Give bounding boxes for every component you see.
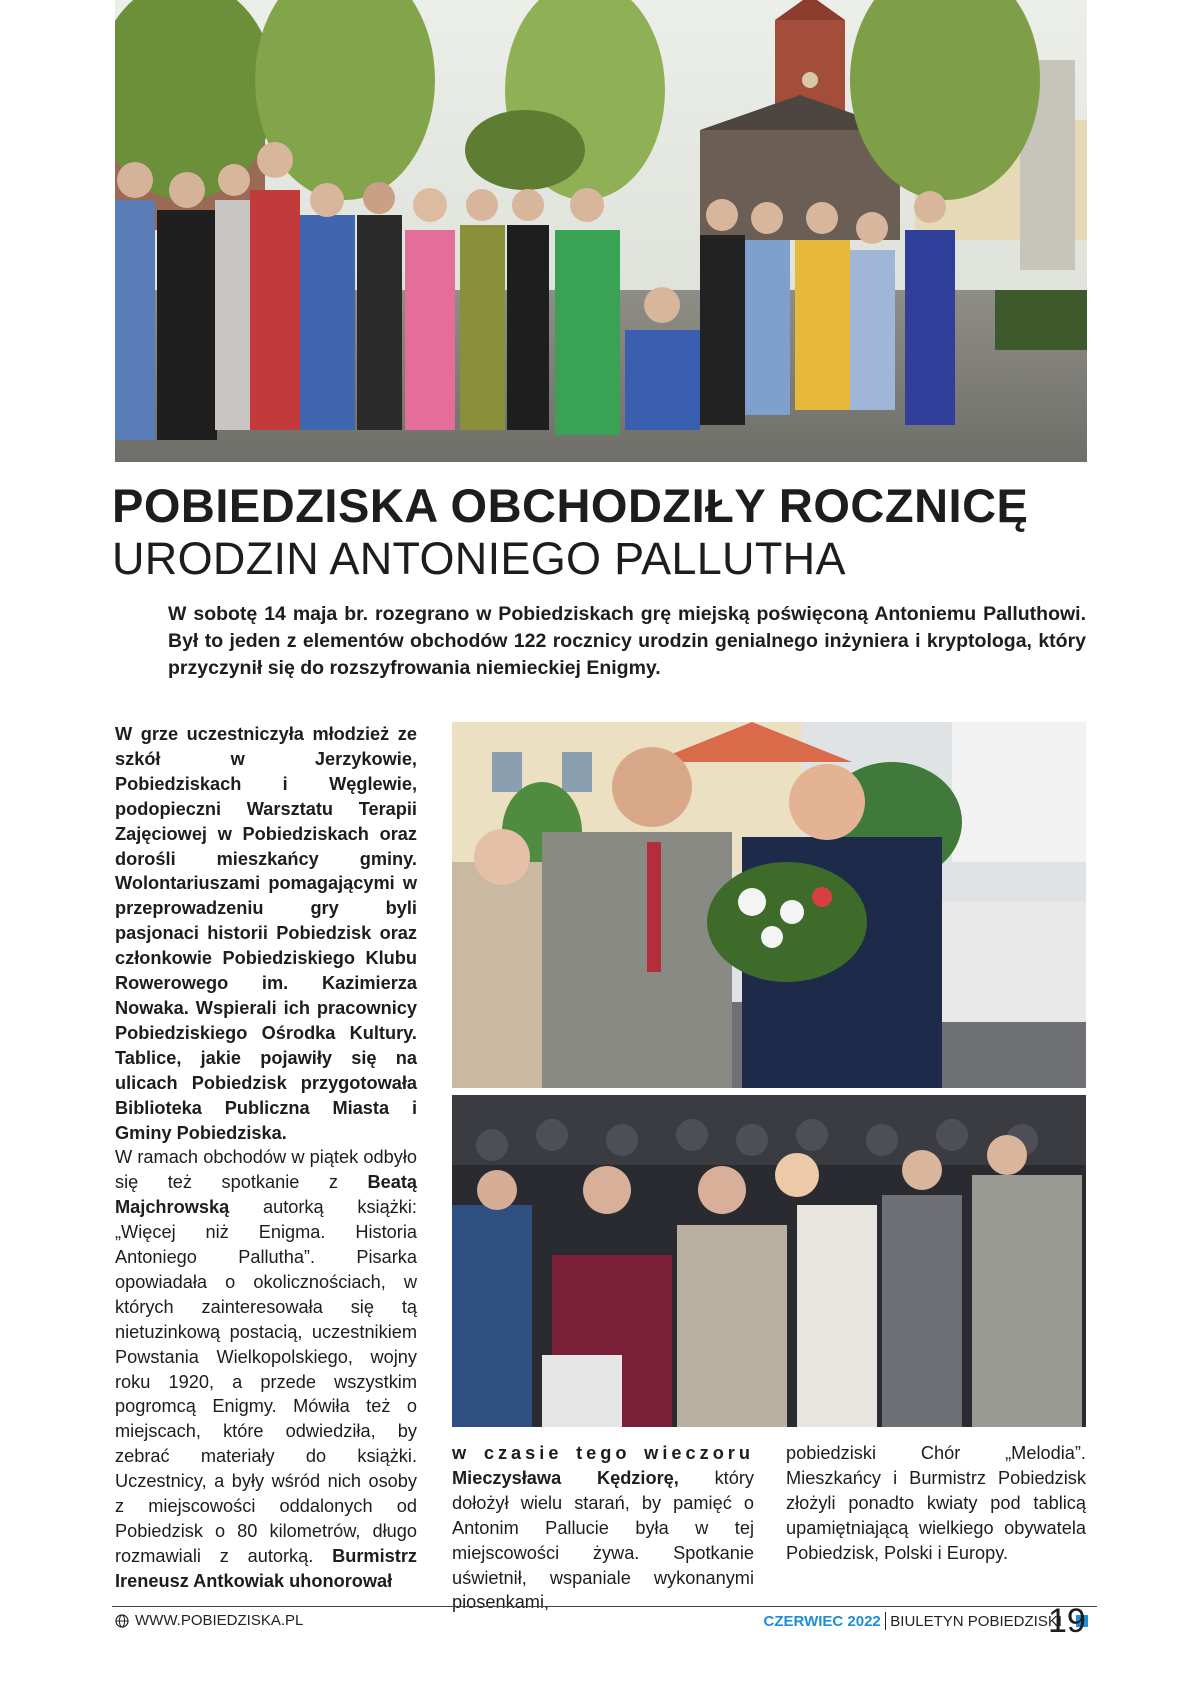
author-name: Beatą Majchrowską bbox=[115, 1172, 417, 1218]
article-title-line2: URODZIN ANTONIEGO PALLUTHA bbox=[112, 533, 846, 584]
body-column-2 bbox=[452, 1441, 754, 1615]
body-column-3 bbox=[786, 1441, 1086, 1566]
mayor-text: Burmistrz Ireneusz Antkowiak uhonorował bbox=[115, 1545, 417, 1591]
website-url[interactable]: WWW.POBIEDZISKA.PL bbox=[135, 1612, 304, 1629]
publication-name: BIULETYN POBIEDZISKI bbox=[890, 1612, 1062, 1630]
c2-text-a: w czasie tego wieczoru bbox=[452, 1443, 754, 1463]
p2-text-a: W ramach obchodów w piątek odbyło się też spotkanie z bbox=[115, 1147, 417, 1193]
body-paragraph-3 bbox=[452, 1441, 754, 1615]
footer-divider bbox=[112, 1606, 1097, 1607]
body-paragraph-4: pobiedziski Chór „Melodia”. Mieszkańcy i Burmistrz Pobiedzisk złożyli ponadto kwiaty pod tablicą upamiętniającą wielkiego obywatela Pobiedzisk, Polski i Europy. bbox=[786, 1443, 1086, 1563]
page-number: 19 bbox=[1048, 1602, 1086, 1640]
body-paragraph-2 bbox=[115, 1145, 417, 1593]
photo-flowers bbox=[452, 722, 1086, 1088]
footer-separator bbox=[885, 1612, 887, 1630]
photo-audience bbox=[452, 1095, 1086, 1427]
footer-website[interactable] bbox=[115, 1612, 303, 1629]
issue-month: CZERWIEC 2022 bbox=[763, 1612, 881, 1630]
p2-text-c: autorką książki: „Więcej niż Enigma. Historia Antoniego Pallutha”. Pisarka opowiadała o okolicznościach, w których zainteresowała się tą nietuzinkową postacią, uczestnikiem Powstania Wielkopolskiego, wojny roku 1920, a przede wszystkim pogromcą Enigmy. Mówiła też o miejscach, które odwiedziła, by zebrać materiały do książki. Uczestnicy, a były wśród nich osoby z miejscowości oddalonych od Pobiedzisk o 80 kilometrów, długo rozmawiali z autorką. bbox=[115, 1197, 417, 1566]
body-column-1 bbox=[115, 722, 417, 1594]
body-paragraph-1: W grze uczestniczyła młodzież ze szkół w Jerzykowie, Pobiedziskach i Węglewie, podopieczni Warsztatu Terapii Zajęciowej w Pobiedziskach oraz dorośli mieszkańcy gminy. Wolontariuszami pomagającymi w przeprowadzeniu gry byli pasjonaci historii Pobiedzisk oraz członkowie Pobiedziskiego Klubu Rowerowego im. Kazimierza Nowaka. Wspierali ich pracownicy Pobiedziskiego Ośrodka Kultury. Tablice, jakie pojawiły się na ulicach Pobiedzisk przygotowała Biblioteka Publiczna Miasta i Gminy Pobiedziska. bbox=[115, 724, 417, 1143]
c2-text-c: który dołożył wielu starań, by pamięć o Antonim Pallucie była w tej miejscowości żywa. Spotkanie uświetnił, wspaniale wykonanymi piosenkami, bbox=[452, 1467, 755, 1613]
hero-photo-group bbox=[115, 0, 1087, 462]
globe-icon bbox=[115, 1614, 129, 1628]
article-title-line1: POBIEDZISKA OBCHODZIŁY ROCZNICĘ bbox=[112, 479, 1029, 532]
honoree-name: Mieczysława Kędziorę, bbox=[452, 1467, 679, 1488]
footer-publication-info bbox=[764, 1612, 1088, 1630]
article-lead bbox=[168, 601, 1086, 682]
lead-text: W sobotę 14 maja br. rozegrano w Pobiedziskach grę miejską poświęconą Antoniemu Palluthowi. Był to jeden z elementów obchodów 122 rocznicy urodzin genialnego inżyniera i kryptologa, który przyczynił się do rozszyfrowania niemieckiej Enigmy. bbox=[168, 603, 1086, 679]
